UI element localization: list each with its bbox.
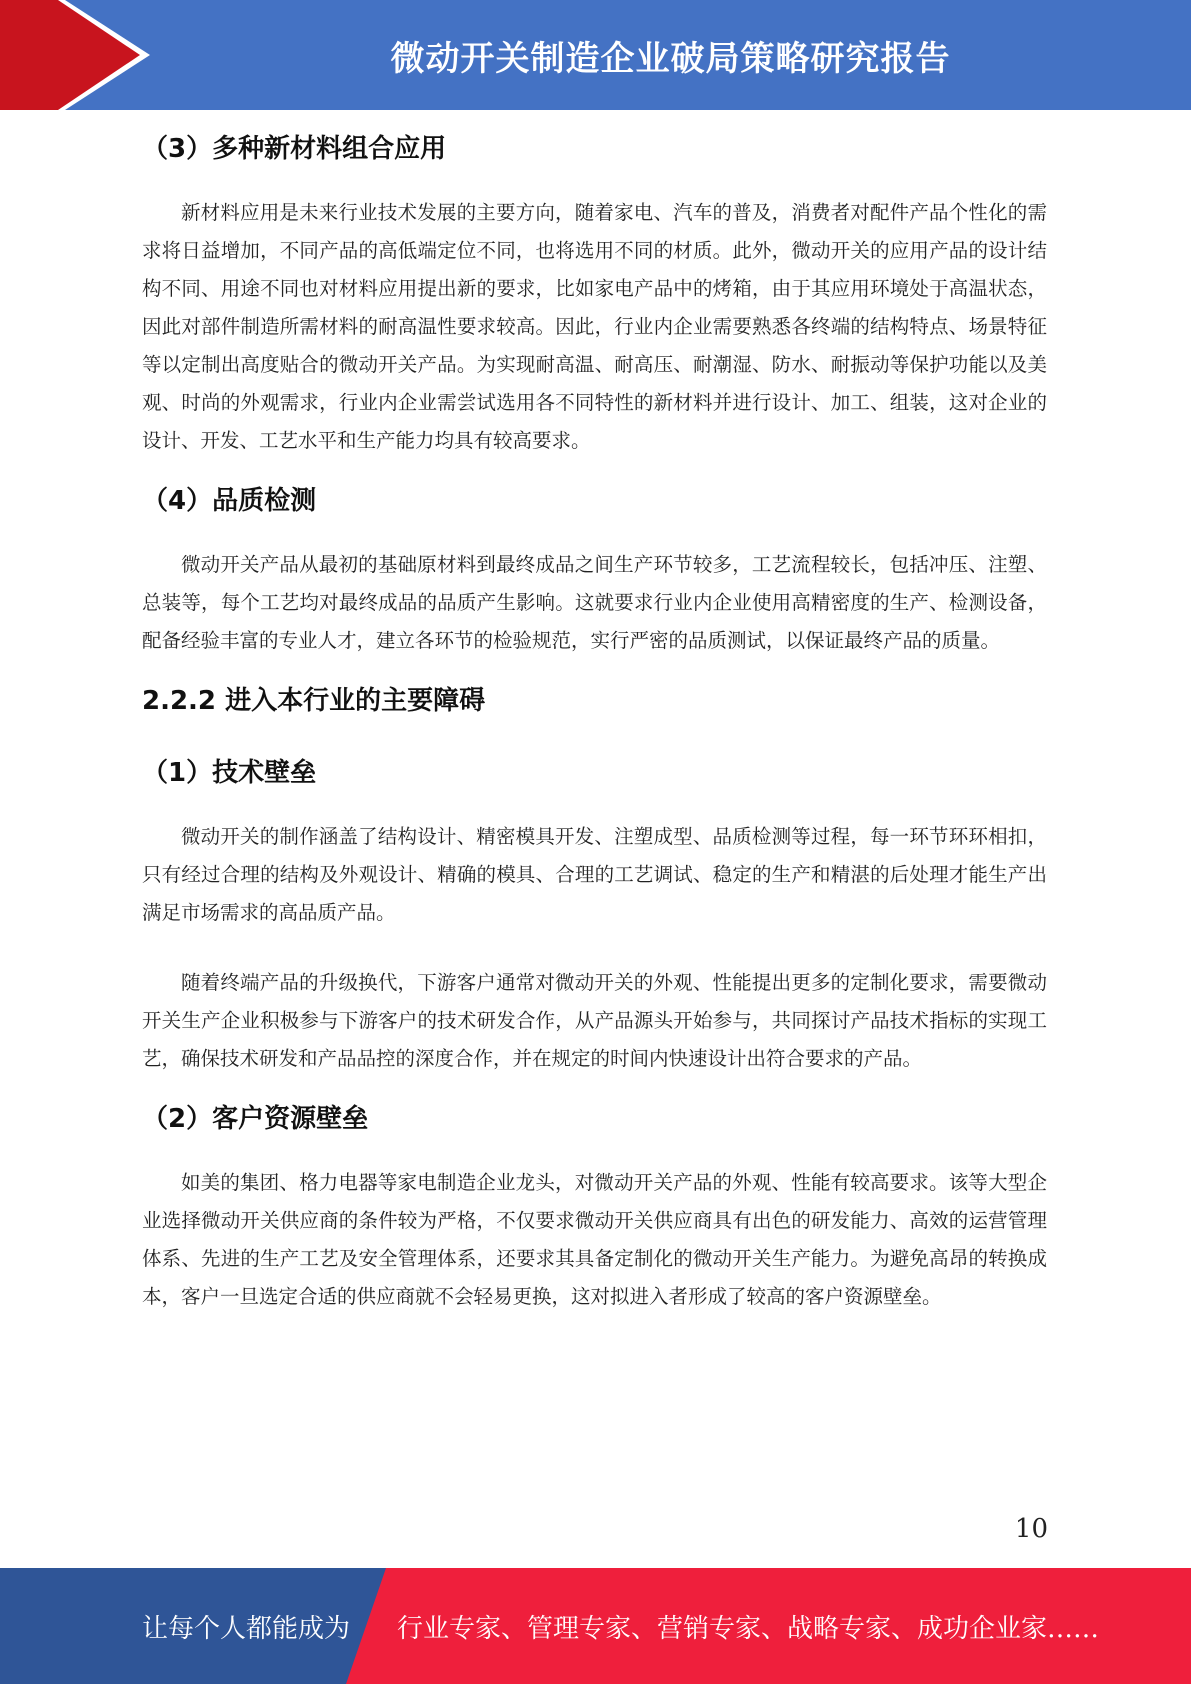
section-heading-quality-inspection: （4）品质检测 xyxy=(142,486,317,516)
document-body xyxy=(142,118,1047,1316)
page-number: 10 xyxy=(1014,1514,1048,1544)
header-red-chevron xyxy=(0,0,150,110)
footer-slogan-left: 让每个人都能成为 xyxy=(142,1613,351,1644)
section-heading-customer-barrier: （2）客户资源壁垒 xyxy=(142,1104,369,1134)
paragraph-quality-inspection: 微动开关产品从最初的基础原材料到最终成品之间生产环节较多，工艺流程较长，包括冲压、注塑、总装等，每个工艺均对最终成品的品质产生影响。这就要求行业内企业使用高精密度的生产、检测设备，配备经验丰富的专业人才，建立各环节的检验规范，实行严密的品质测试，以保证最终产品的质量。 xyxy=(142,553,1047,652)
section-heading-tech-barrier: （1）技术壁垒 xyxy=(142,758,317,788)
section-heading-new-materials: （3）多种新材料组合应用 xyxy=(142,134,447,164)
footer-slogan-right: 行业专家、管理专家、营销专家、战略专家、成功企业家…… xyxy=(397,1613,1100,1644)
page-header xyxy=(0,0,1191,110)
paragraph-new-materials: 新材料应用是未来行业技术发展的主要方向，随着家电、汽车的普及，消费者对配件产品个性化的需求将日益增加，不同产品的高低端定位不同，也将选用不同的材质。此外，微动开关的应用产品的设计结构不同、用途不同也对材料应用提出新的要求，比如家电产品中的烤箱，由于其应用环境处于高温状态，因此对部件制造所需材料的耐高温性要求较高。因此，行业内企业需要熟悉各终端的结构特点、场景特征等以定制出高度贴合的微动开关产品。为实现耐高温、耐高压、耐潮湿、防水、耐振动等保护功能以及美观、时尚的外观需求，行业内企业需尝试选用各不同特性的新材料并进行设计、加工、组装，这对企业的设计、开发、工艺水平和生产能力均具有较高要求。 xyxy=(142,201,1047,452)
paragraph-tech-barrier-1: 微动开关的制作涵盖了结构设计、精密模具开发、注塑成型、品质检测等过程，每一环节环环相扣，只有经过合理的结构及外观设计、精确的模具、合理的工艺调试、稳定的生产和精湛的后处理才能生产出满足市场需求的高品质产品。 xyxy=(142,825,1047,924)
paragraph-customer-barrier: 如美的集团、格力电器等家电制造企业龙头，对微动开关产品的外观、性能有较高要求。该等大型企业选择微动开关供应商的条件较为严格，不仅要求微动开关供应商具有出色的研发能力、高效的运营管理体系、先进的生产工艺及安全管理体系，还要求其具备定制化的微动开关生产能力。为避免高昂的转换成本，客户一旦选定合适的供应商就不会轻易更换，这对拟进入者形成了较高的客户资源壁垒。 xyxy=(142,1171,1047,1308)
page-footer xyxy=(0,1568,1191,1684)
section-heading-entry-barriers: 2.2.2 进入本行业的主要障碍 xyxy=(142,686,486,716)
report-title: 微动开关制造企业破局策略研究报告 xyxy=(390,38,951,79)
paragraph-tech-barrier-2: 随着终端产品的升级换代，下游客户通常对微动开关的外观、性能提出更多的定制化要求，需要微动开关生产企业积极参与下游客户的技术研发合作，从产品源头开始参与，共同探讨产品技术指标的实现工艺，确保技术研发和产品品控的深度合作，并在规定的时间内快速设计出符合要求的产品。 xyxy=(142,971,1047,1070)
